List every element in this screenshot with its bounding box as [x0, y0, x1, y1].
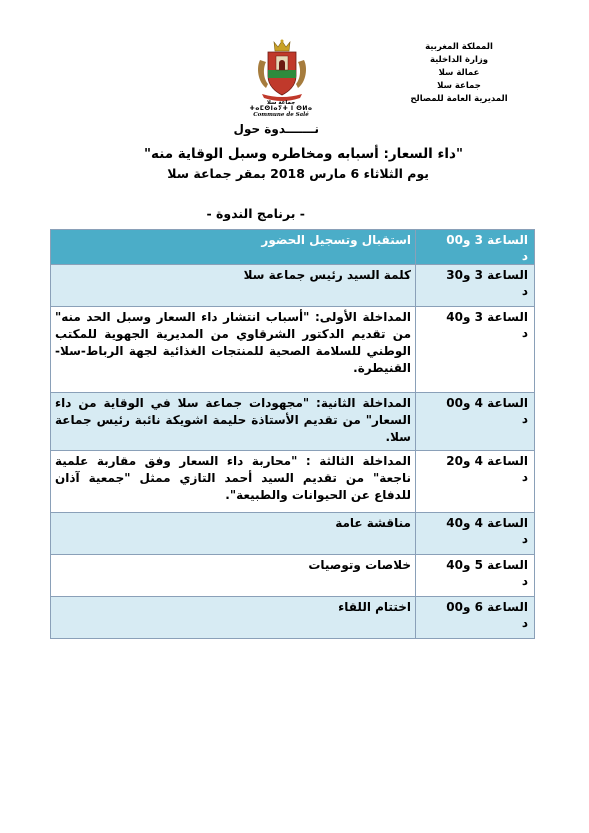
activity-cell: المداخلة الثالثة : "محاربة داء السعار وفق مقاربة علمية ناجعة" من تقديم السيد أحمد التازي ممثل "جمعية آذان للدفاع عن الحيوانات والطبيعة".: [51, 451, 416, 513]
activity-cell: مناقشة عامة: [51, 513, 416, 555]
time-unit: د: [521, 284, 528, 298]
time-cell: [416, 451, 535, 513]
activity-cell: خلاصات وتوصيات: [51, 555, 416, 597]
program-row: [51, 555, 535, 597]
time-label: الساعة 4 و20: [446, 454, 528, 468]
time-cell: [416, 230, 535, 265]
program-row: [51, 513, 535, 555]
commune-emblem-icon: [254, 38, 310, 102]
program-row: [51, 597, 535, 639]
time-label: الساعة 4 و00: [446, 396, 528, 410]
time-unit: د: [521, 249, 528, 263]
time-label: الساعة 6 و00: [446, 600, 528, 614]
commune-name-arabic: جماعة سلا: [266, 100, 296, 106]
time-cell: [416, 597, 535, 639]
activity-cell: استقبال وتسجيل الحضور: [51, 230, 416, 265]
time-label: الساعة 3 و40: [446, 310, 528, 324]
time-label: الساعة 3 و00: [446, 233, 528, 247]
symposium-label: نـــــــدوة حول: [233, 122, 319, 136]
program-table: [50, 229, 535, 639]
time-cell: [416, 307, 535, 393]
activity-cell: كلمة السيد رئيس جماعة سلا: [51, 265, 416, 307]
header-line-prefecture: عمالة سلا: [438, 68, 480, 78]
program-row: [51, 451, 535, 513]
activity-cell: اختتام اللقاء: [51, 597, 416, 639]
time-cell: [416, 265, 535, 307]
time-cell: [416, 513, 535, 555]
program-row: [51, 230, 535, 265]
time-cell: [416, 393, 535, 451]
time-label: الساعة 3 و30: [446, 268, 528, 282]
header-line-directorate: المديرية العامة للمصالح: [410, 94, 508, 104]
header-line-commune: جماعة سلا: [437, 81, 481, 91]
administrative-header: [389, 41, 529, 106]
commune-name-block: [246, 100, 316, 118]
program-row: [51, 307, 535, 393]
time-label: الساعة 4 و40: [446, 516, 528, 530]
time-unit: د: [521, 532, 528, 546]
commune-name-tifinagh: ⵜⴰⵎⵙⵏⴰⵢⵜ ⵏ ⵙⵍⴰ: [249, 105, 313, 112]
time-unit: د: [521, 574, 528, 588]
activity-cell: المداخلة الأولى: "أسباب انتشار داء السعار وسبل الحد منه" من تقديم الدكتور الشرقاوي من المديرية الجهوية للمكتب الوطني للسلامة الصحية للمنتجات الغذائية لجهة الرباط-سلا-القنيطرة.: [51, 307, 416, 393]
activity-cell: المداخلة الثانية: "مجهودات جماعة سلا في الوقاية من داء السعار" من تقديم الأستاذة حليمة اشويكة نائبة رئيس جماعة سلا.: [51, 393, 416, 451]
program-row: [51, 393, 535, 451]
header-line-kingdom: المملكة المغربية: [425, 42, 493, 52]
symposium-date-location: يوم الثلاثاء 6 مارس 2018 بمقر جماعة سلا: [167, 166, 429, 181]
time-label: الساعة 5 و40: [446, 558, 528, 572]
commune-name-french: Commune de Salé: [253, 112, 309, 118]
header-line-ministry: وزارة الداخلية: [429, 55, 489, 65]
time-unit: د: [521, 412, 528, 426]
time-unit: د: [521, 326, 528, 340]
time-unit: د: [521, 616, 528, 630]
program-heading: - برنامج الندوة -: [206, 206, 305, 221]
symposium-topic: "داء السعار: أسبابه ومخاطره وسبل الوقاية منه": [144, 146, 463, 162]
time-cell: [416, 555, 535, 597]
program-row: [51, 265, 535, 307]
time-unit: د: [521, 470, 528, 484]
